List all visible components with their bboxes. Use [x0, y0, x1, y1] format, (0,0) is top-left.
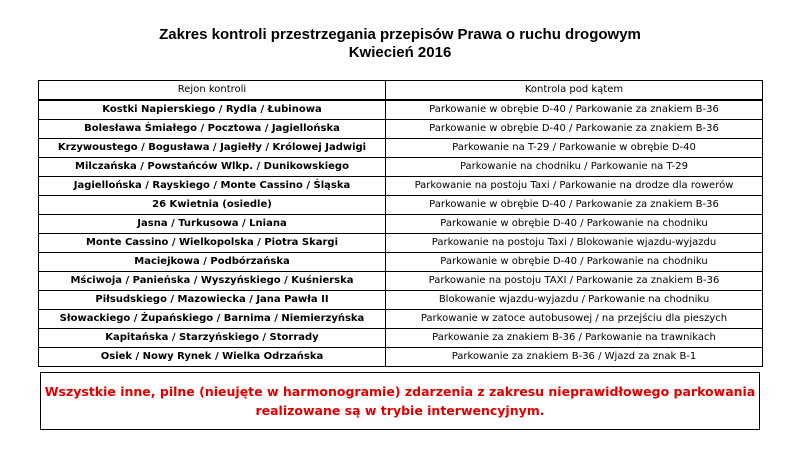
column-header-region: Rejon kontroli [39, 81, 386, 101]
table-row [39, 139, 763, 158]
region-cell: Mściwoja / Panieńska / Wyszyńskiego / Kuśnierska [39, 272, 386, 291]
table-header-row [39, 81, 763, 101]
table-row [39, 100, 763, 120]
table-row [39, 272, 763, 291]
table-row [39, 120, 763, 139]
column-header-control: Kontrola pod kątem [386, 81, 763, 101]
region-cell: Piłsudskiego / Mazowiecka / Jana Pawła II [39, 291, 386, 310]
control-cell: Parkowanie w obrębie D-40 / Parkowanie za znakiem B-36 [386, 120, 763, 139]
control-cell: Parkowanie na postoju Taxi / Blokowanie wjazdu-wyjazdu [386, 234, 763, 253]
control-cell: Parkowanie w zatoce autobusowej / na przejściu dla pieszych [386, 310, 763, 329]
region-cell: Jasna / Turkusowa / Lniana [39, 215, 386, 234]
document-header [0, 26, 800, 62]
table-row [39, 291, 763, 310]
region-cell: Słowackiego / Żupańskiego / Barnima / Niemierzyńska [39, 310, 386, 329]
control-cell: Parkowanie na postoju Taxi / Parkowanie na drodze dla rowerów [386, 177, 763, 196]
control-cell: Parkowanie w obrębie D-40 / Parkowanie za znakiem B-36 [386, 100, 763, 120]
table-row [39, 348, 763, 367]
intervention-notice [40, 372, 760, 430]
region-cell: Maciejkowa / Podbórzańska [39, 253, 386, 272]
table-row [39, 253, 763, 272]
page-subtitle: Kwiecień 2016 [348, 44, 452, 61]
region-cell: Krzywoustego / Bogusława / Jagiełły / Królowej Jadwigi [39, 139, 386, 158]
control-cell: Parkowanie w obrębie D-40 / Parkowanie na chodniku [386, 215, 763, 234]
control-cell: Parkowanie za znakiem B-36 / Parkowanie na trawnikach [386, 329, 763, 348]
region-cell: Jagiellońska / Rayskiego / Monte Cassino / Śląska [39, 177, 386, 196]
table-row [39, 234, 763, 253]
region-cell: Bolesława Śmiałego / Pocztowa / Jagiellońska [39, 120, 386, 139]
region-cell: Osiek / Nowy Rynek / Wielka Odrzańska [39, 348, 386, 367]
control-cell: Parkowanie w obrębie D-40 / Parkowanie za znakiem B-36 [386, 196, 763, 215]
control-cell: Parkowanie na chodniku / Parkowanie na T-29 [386, 158, 763, 177]
notice-line-2: realizowane są w trybie interwencyjnym. [255, 403, 545, 418]
control-cell: Blokowanie wjazdu-wyjazdu / Parkowanie na chodniku [386, 291, 763, 310]
region-cell: Milczańska / Powstańców Wlkp. / Dunikowskiego [39, 158, 386, 177]
page-title: Zakres kontroli przestrzegania przepisów Prawa o ruchu drogowym [159, 26, 641, 43]
table-row [39, 158, 763, 177]
control-cell: Parkowanie na T-29 / Parkowanie w obrębie D-40 [386, 139, 763, 158]
table-row [39, 215, 763, 234]
region-cell: Monte Cassino / Wielkopolska / Piotra Skargi [39, 234, 386, 253]
control-cell: Parkowanie w obrębie D-40 / Parkowanie na chodniku [386, 253, 763, 272]
control-cell: Parkowanie na postoju TAXI / Parkowanie za znakiem B-36 [386, 272, 763, 291]
region-cell: Kapitańska / Starzyńskiego / Storrady [39, 329, 386, 348]
table-row [39, 310, 763, 329]
table-row [39, 196, 763, 215]
region-cell: Kostki Napierskiego / Rydla / Łubinowa [39, 100, 386, 120]
notice-line-1: Wszystkie inne, pilne (nieujęte w harmonogramie) zdarzenia z zakresu nieprawidłowego parkowania [44, 384, 756, 399]
table-row [39, 329, 763, 348]
table-row [39, 177, 763, 196]
control-schedule-table [38, 80, 763, 367]
region-cell: 26 Kwietnia (osiedle) [39, 196, 386, 215]
control-cell: Parkowanie za znakiem B-36 / Wjazd za znak B-1 [386, 348, 763, 367]
